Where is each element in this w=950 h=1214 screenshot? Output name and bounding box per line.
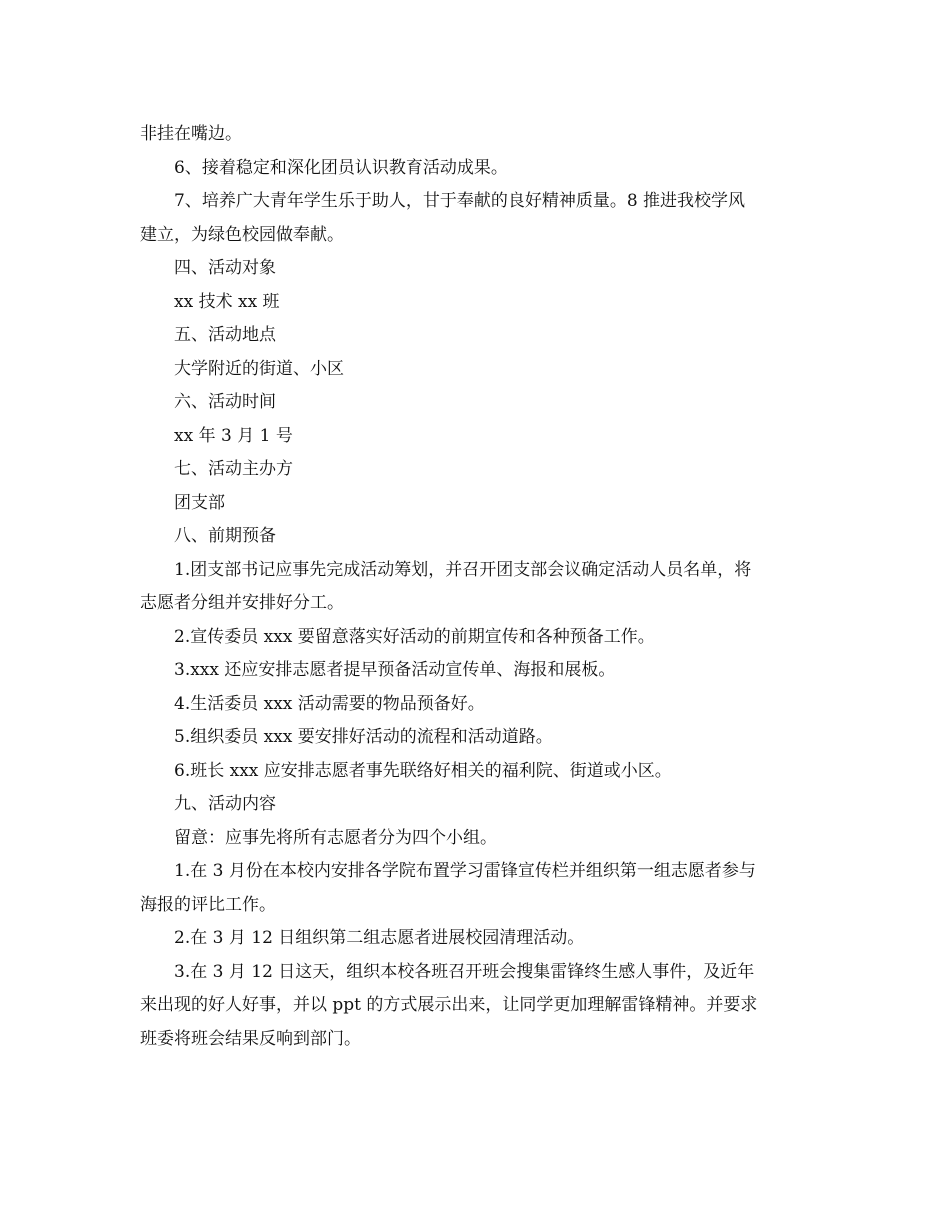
paragraph-line: 留意：应事先将所有志愿者分为四个小组。 <box>174 827 497 848</box>
paragraph-line: 3.xxx 还应安排志愿者提早预备活动宣传单、海报和展板。 <box>174 660 616 680</box>
section-heading: 五、活动地点 <box>174 325 276 345</box>
paragraph-line: 大学附近的街道、小区 <box>174 358 344 379</box>
document-body <box>140 118 830 1056</box>
paragraph-line: 建立，为绿色校园做奉献。 <box>140 224 344 245</box>
paragraph-line: 志愿者分组并安排好分工。 <box>140 593 344 613</box>
paragraph-line: 2.在 3 月 12 日组织第二组志愿者进展校园清理活动。 <box>174 928 585 948</box>
paragraph-line: 团支部 <box>174 492 225 513</box>
paragraph-line: 1.在 3 月份在本校内安排各学院布置学习雷锋宣传栏并组织第一组志愿者参与 <box>174 861 756 881</box>
paragraph-line: 3.在 3 月 12 日这天，组织本校各班召开班会搜集雷锋终生感人事件，及近年 <box>174 961 755 982</box>
paragraph-line: 1.团支部书记应事先完成活动筹划，并召开团支部会议确定活动人员名单，将 <box>174 559 752 580</box>
paragraph-line: xx 技术 xx 班 <box>174 291 280 312</box>
paragraph-line: 4.生活委员 xxx 活动需要的物品预备好。 <box>174 693 485 714</box>
paragraph-line: 5.组织委员 xxx 要安排好活动的流程和活动道路。 <box>174 727 553 747</box>
section-heading: 六、活动时间 <box>174 392 276 412</box>
section-heading: 四、活动对象 <box>174 258 276 278</box>
paragraph-line: 班委将班会结果反响到部门。 <box>140 1028 361 1049</box>
section-heading: 七、活动主办方 <box>174 459 293 479</box>
paragraph-line: 2.宣传委员 xxx 要留意落实好活动的前期宣传和各种预备工作。 <box>174 626 655 647</box>
section-heading: 九、活动内容 <box>174 794 276 814</box>
paragraph-line: 非挂在嘴边。 <box>140 124 242 144</box>
paragraph-line: 6、接着稳定和深化团员认识教育活动成果。 <box>174 157 508 178</box>
paragraph-line: 7、培养广大青年学生乐于助人，甘于奉献的良好精神质量。8 推进我校学风 <box>174 191 746 211</box>
paragraph-line: 来出现的好人好事，并以 ppt 的方式展示出来，让同学更加理解雷锋精神。并要求 <box>140 995 758 1015</box>
paragraph-line: xx 年 3 月 1 号 <box>174 425 293 446</box>
paragraph-line: 海报的评比工作。 <box>140 894 276 915</box>
section-heading: 八、前期预备 <box>174 526 276 546</box>
paragraph-line: 6.班长 xxx 应安排志愿者事先联络好相关的福利院、街道或小区。 <box>174 760 672 781</box>
